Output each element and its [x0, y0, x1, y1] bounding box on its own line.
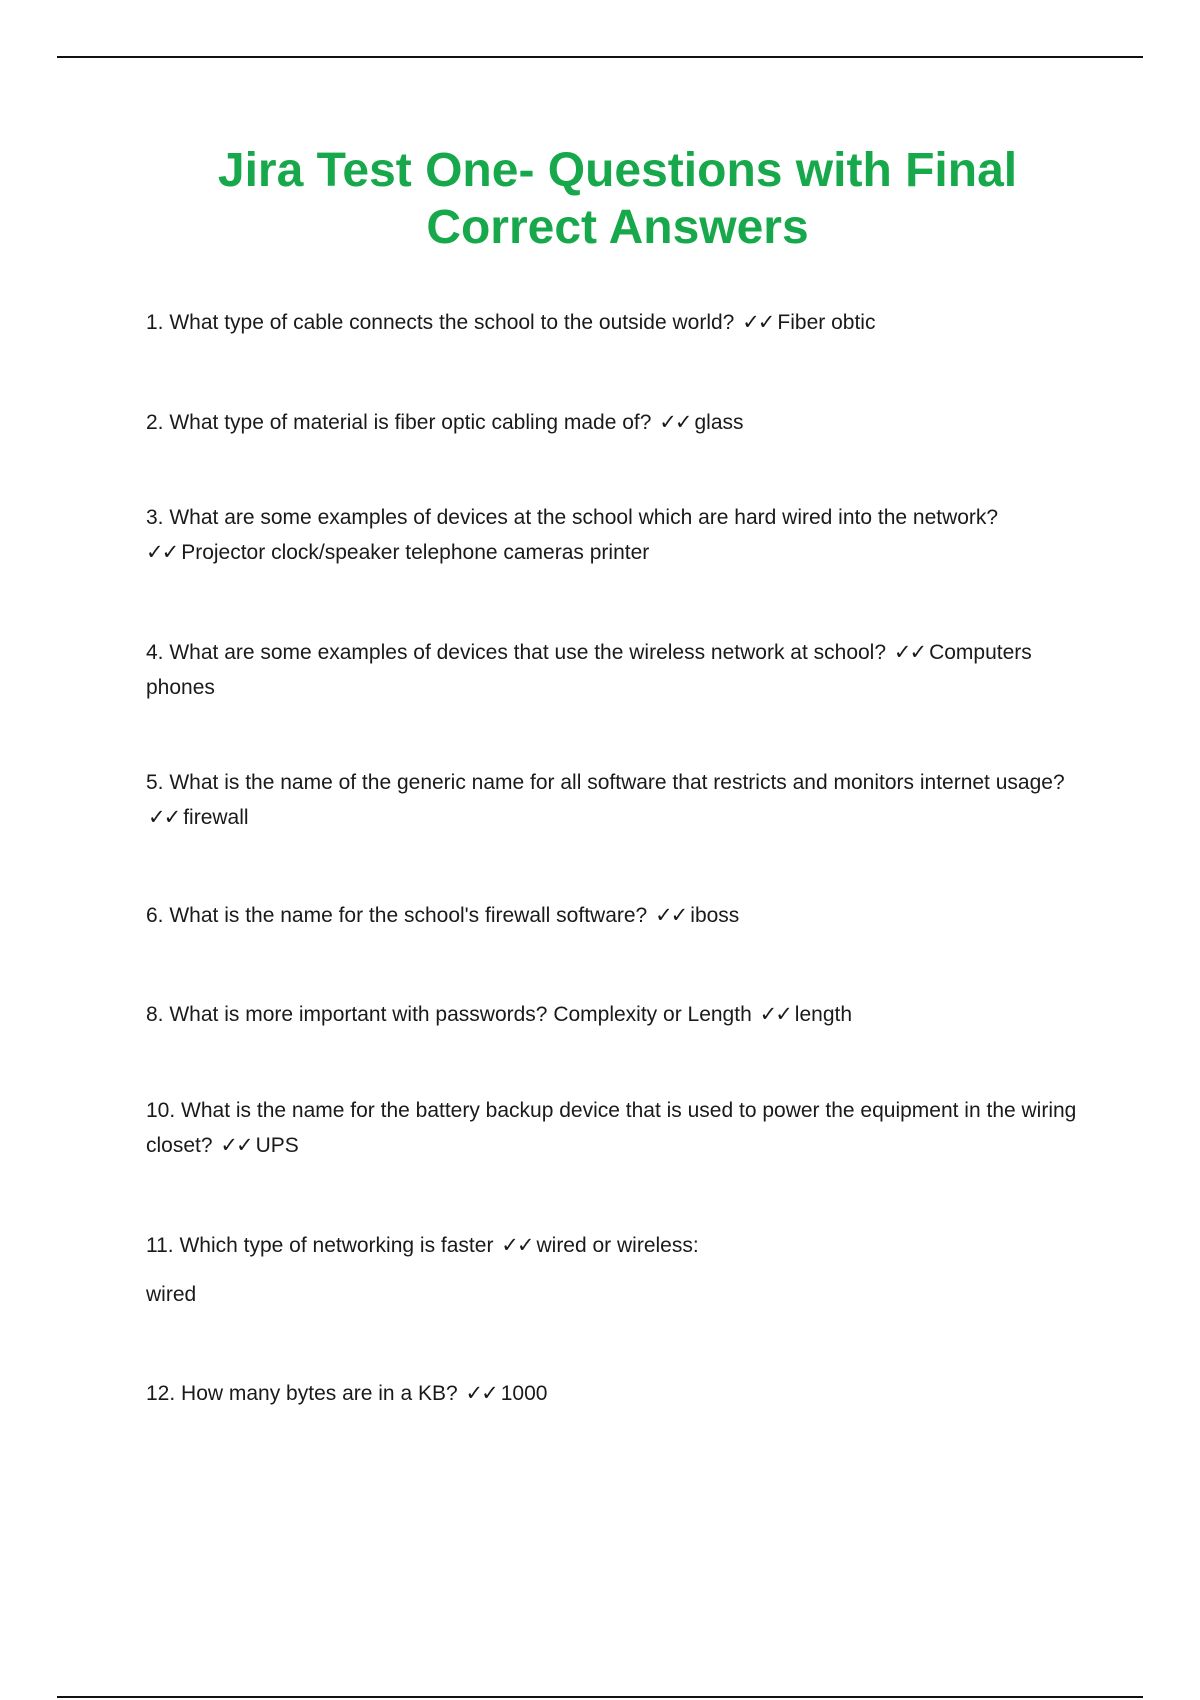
double-check-icon: ✓✓ — [742, 311, 774, 334]
qa-item-3 — [146, 500, 1106, 570]
answer-text: Computers phones — [146, 641, 1032, 699]
double-check-icon: ✓✓ — [659, 411, 691, 434]
double-check-icon: ✓✓ — [148, 806, 180, 829]
question-text: 10. What is the name for the battery backup device that is used to power the equipment in the wiring closet? — [146, 1099, 1077, 1157]
answer-text: Fiber obtic — [777, 311, 876, 334]
double-check-icon: ✓✓ — [759, 1003, 791, 1026]
double-check-icon: ✓✓ — [893, 641, 926, 664]
double-check-icon: ✓✓ — [655, 904, 687, 927]
double-check-icon: ✓✓ — [501, 1234, 533, 1257]
qa-item-2 — [146, 405, 1106, 440]
answer-text: firewall — [183, 806, 249, 829]
question-text: 8. What is more important with passwords? Complexity or Length — [146, 1003, 752, 1026]
question-text: 1. What type of cable connects the school to the outside world? — [146, 311, 735, 334]
question-text: 11. Which type of networking is faster — [146, 1234, 494, 1257]
qa-item-5 — [146, 765, 1106, 835]
qa-item-11 — [146, 1228, 1106, 1263]
question-text: 6. What is the name for the school's firewall software? — [146, 904, 648, 927]
qa-item-4 — [146, 635, 1106, 705]
question-text: 5. What is the name of the generic name for all software that restricts and monitors internet usage? — [146, 771, 1065, 794]
title-line-2: Correct Answers — [426, 201, 809, 254]
title-line-1: Jira Test One- Questions with Final — [217, 144, 1018, 197]
answer-text: length — [794, 1003, 853, 1026]
qa-item-1 — [146, 305, 1106, 340]
question-text: 12. How many bytes are in a KB? — [146, 1382, 458, 1405]
page-title — [100, 142, 1135, 256]
top-rule — [57, 56, 1143, 58]
question-text: 3. What are some examples of devices at the school which are hard wired into the network? — [146, 506, 999, 529]
answer-text: Projector clock/speaker telephone cameras printer — [181, 541, 650, 564]
qa-item-11-extra: wired — [146, 1283, 197, 1306]
answer-text: wired or wireless: — [536, 1234, 699, 1257]
bottom-rule — [57, 1696, 1143, 1698]
qa-item-8 — [146, 997, 1106, 1032]
answer-text: glass — [694, 411, 744, 434]
answer-text: 1000 — [500, 1382, 548, 1405]
qa-item-12 — [146, 1376, 1106, 1411]
qa-item-10 — [146, 1093, 1106, 1163]
double-check-icon: ✓✓ — [465, 1382, 497, 1405]
answer-text: iboss — [690, 904, 740, 927]
double-check-icon: ✓✓ — [146, 541, 178, 564]
question-text: 2. What type of material is fiber optic cabling made of? — [146, 411, 652, 434]
qa-item-6 — [146, 898, 1106, 933]
answer-text: UPS — [255, 1134, 299, 1157]
question-text: 4. What are some examples of devices that use the wireless network at school? — [146, 641, 887, 664]
double-check-icon: ✓✓ — [220, 1134, 252, 1157]
